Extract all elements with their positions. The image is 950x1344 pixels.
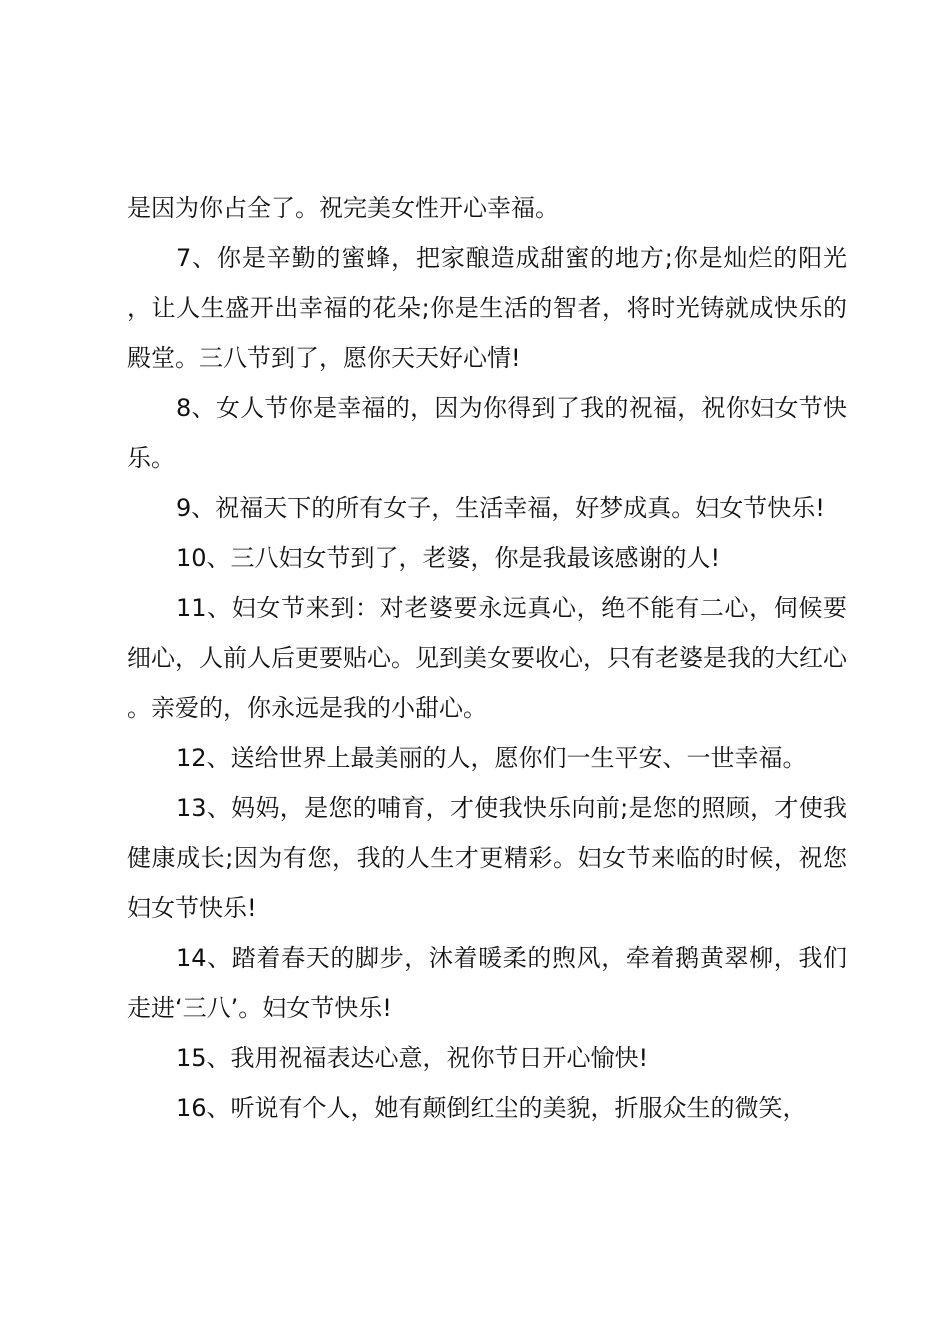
paragraph-item-7: 7、你是辛勤的蜜蜂，把家酿造成甜蜜的地方;你是灿烂的阳光，让人生盛开出幸福的花朵;你是生活的智者，将时光铸就成快乐的殿堂。三八节到了，愿你天天好心情! [127,244,847,372]
paragraph-item-11: 11、妇女节来到：对老婆要永远真心，绝不能有二心，伺候要细心，人前人后更要贴心。见到美女要收心，只有老婆是我的大红心。亲爱的，你永远是我的小甜心。 [127,594,847,722]
paragraph-item-9: 9、祝福天下的所有女子，生活幸福，好梦成真。妇女节快乐! [176,494,825,522]
paragraph-item-12: 12、送给世界上最美丽的人，愿你们一生平安、一世幸福。 [176,744,807,772]
paragraph-item-10: 10、三八妇女节到了，老婆，你是我最该感谢的人! [176,544,721,572]
paragraph-continuation: 是因为你占全了。祝完美女性开心幸福。 [127,194,559,222]
paragraph-item-14: 14、踏着春天的脚步，沐着暖柔的煦风，牵着鹅黄翠柳，我们走进‘三八’。妇女节快乐! [127,944,847,1022]
paragraph-item-15: 15、我用祝福表达心意，祝你节日开心愉快! [176,1044,649,1072]
paragraph-item-8: 8、女人节你是幸福的，因为你得到了我的祝福，祝你妇女节快乐。 [127,394,847,472]
document-body [127,183,847,1133]
paragraph-item-13: 13、妈妈，是您的哺育，才使我快乐向前;是您的照顾，才使我健康成长;因为有您，我的人生才更精彩。妇女节来临的时候，祝您妇女节快乐! [127,794,847,922]
paragraph-item-16: 16、听说有个人，她有颠倒红尘的美貌，折服众生的微笑， [176,1094,807,1122]
